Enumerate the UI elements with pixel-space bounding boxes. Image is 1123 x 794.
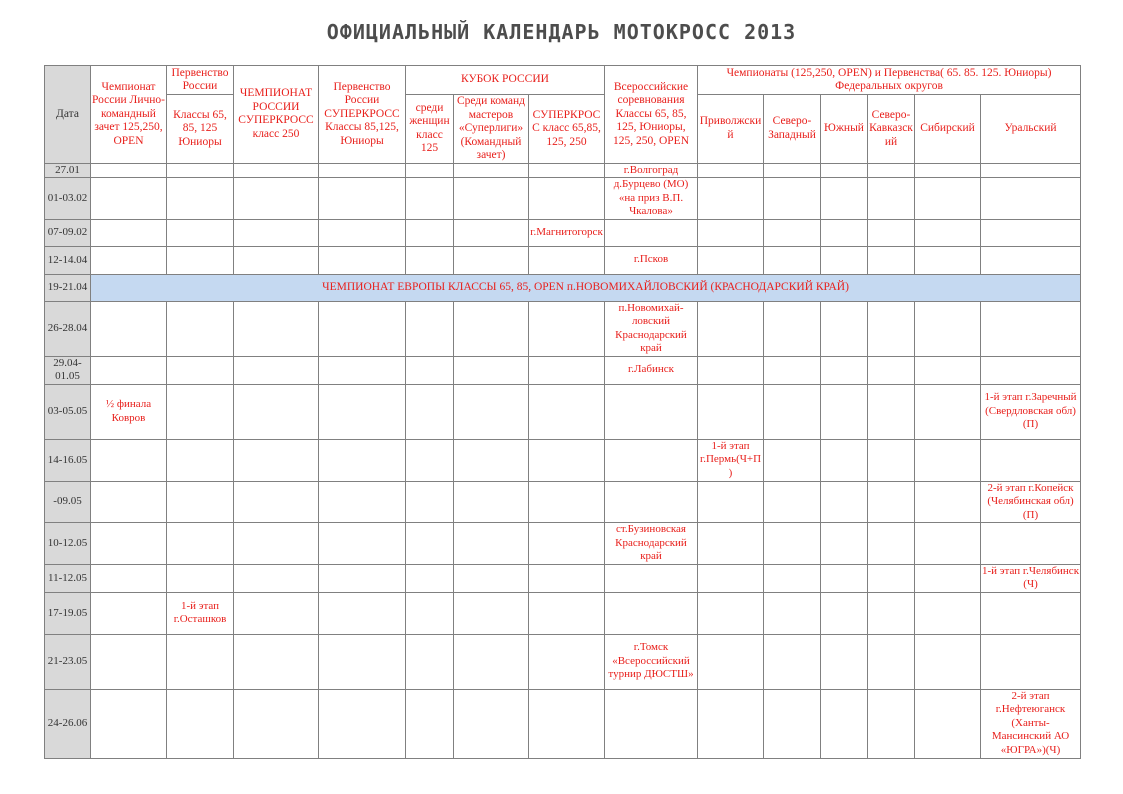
page-title: ОФИЦИАЛЬНЫЙ КАЛЕНДАРЬ МОТОКРОСС 2013 — [326, 20, 797, 44]
event-cell — [454, 439, 529, 481]
event-cell — [915, 246, 981, 274]
event-cell — [454, 634, 529, 689]
event-cell — [454, 523, 529, 565]
event-cell — [319, 689, 406, 758]
header-cup-russia: КУБОК РОССИИ — [406, 66, 605, 95]
event-cell — [698, 384, 764, 439]
event-cell: г.Лабинск — [605, 356, 698, 384]
event-cell — [821, 301, 868, 356]
event-cell — [915, 689, 981, 758]
table-row — [45, 439, 1081, 481]
event-cell: 1-й этап г.Осташков — [167, 592, 234, 634]
event-cell — [167, 219, 234, 246]
event-cell — [454, 564, 529, 592]
event-cell — [698, 301, 764, 356]
event-cell — [764, 356, 821, 384]
event-cell — [981, 356, 1081, 384]
date-cell: 19-21.04 — [45, 274, 91, 301]
calendar-table — [44, 65, 1081, 759]
event-cell: 1-й этап г.Пермь(Ч+П) — [698, 439, 764, 481]
event-cell — [406, 564, 454, 592]
event-cell — [698, 689, 764, 758]
date-cell: 21-23.05 — [45, 634, 91, 689]
header-date: Дата — [45, 66, 91, 164]
event-cell — [529, 163, 605, 178]
event-cell — [868, 163, 915, 178]
event-cell — [319, 178, 406, 220]
event-cell — [698, 523, 764, 565]
table-header — [45, 66, 1081, 164]
event-cell — [529, 689, 605, 758]
header-northwest: Северо-Западный — [764, 95, 821, 164]
event-cell — [868, 219, 915, 246]
event-cell: д.Бурцево (МО) «на приз В.П. Чкалова» — [605, 178, 698, 220]
table-row — [45, 689, 1081, 758]
event-cell — [868, 634, 915, 689]
event-cell — [234, 163, 319, 178]
event-cell — [167, 523, 234, 565]
event-cell: 2-й этап г.Копейск (Челябинская обл)(П) — [981, 481, 1081, 523]
event-cell — [981, 178, 1081, 220]
header-ural: Уральский — [981, 95, 1081, 164]
header-cup-masters: Среди команд мастеров «Суперлиги» (Командный зачет) — [454, 95, 529, 164]
event-cell — [915, 523, 981, 565]
header-privolzhsky: Приволжский — [698, 95, 764, 164]
event-cell — [821, 634, 868, 689]
event-cell — [915, 634, 981, 689]
event-cell — [698, 356, 764, 384]
event-cell — [91, 634, 167, 689]
event-cell — [454, 481, 529, 523]
header-south: Южный — [821, 95, 868, 164]
event-cell: п.Новомихай-ловский Краснодарский край — [605, 301, 698, 356]
event-cell — [868, 564, 915, 592]
event-cell — [406, 163, 454, 178]
event-cell — [821, 481, 868, 523]
event-cell — [698, 178, 764, 220]
event-cell — [454, 246, 529, 274]
event-cell — [605, 689, 698, 758]
event-cell — [764, 592, 821, 634]
event-cell: г.Волгоград — [605, 163, 698, 178]
event-cell — [821, 564, 868, 592]
header-all-russian: Всероссийские соревнования Классы 65, 85, 125, Юниоры, 125, 250, OPEN — [605, 66, 698, 164]
event-cell — [91, 523, 167, 565]
event-cell — [406, 384, 454, 439]
event-cell — [529, 634, 605, 689]
event-cell — [91, 219, 167, 246]
event-cell — [605, 219, 698, 246]
event-cell — [91, 592, 167, 634]
event-cell — [821, 384, 868, 439]
event-cell — [91, 481, 167, 523]
event-cell — [605, 439, 698, 481]
event-cell — [91, 439, 167, 481]
event-cell — [454, 592, 529, 634]
event-cell — [167, 689, 234, 758]
event-cell — [915, 481, 981, 523]
event-cell — [91, 163, 167, 178]
table-row — [45, 592, 1081, 634]
event-cell — [915, 564, 981, 592]
event-cell — [981, 219, 1081, 246]
event-cell — [454, 219, 529, 246]
event-cell — [605, 564, 698, 592]
table-row — [45, 274, 1081, 301]
event-cell: ½ финала Ковров — [91, 384, 167, 439]
event-cell — [529, 356, 605, 384]
event-cell — [319, 592, 406, 634]
event-cell — [529, 564, 605, 592]
table-row — [45, 301, 1081, 356]
event-cell — [981, 439, 1081, 481]
event-cell: г.Томск «Всероссийский турнир ДЮСТШ» — [605, 634, 698, 689]
event-cell — [821, 356, 868, 384]
event-cell — [981, 163, 1081, 178]
date-cell: 24-26.06 — [45, 689, 91, 758]
event-cell — [764, 301, 821, 356]
event-cell — [167, 384, 234, 439]
event-cell — [605, 592, 698, 634]
event-cell — [406, 592, 454, 634]
event-cell — [319, 439, 406, 481]
event-cell — [319, 384, 406, 439]
header-pervenstvo-title: Первенство России — [167, 66, 234, 95]
event-cell — [234, 592, 319, 634]
event-cell — [764, 439, 821, 481]
event-cell — [454, 301, 529, 356]
event-cell — [167, 564, 234, 592]
event-cell — [764, 384, 821, 439]
event-cell — [821, 689, 868, 758]
event-cell — [234, 246, 319, 274]
event-cell — [764, 564, 821, 592]
event-cell — [529, 523, 605, 565]
event-cell — [868, 356, 915, 384]
event-cell — [319, 634, 406, 689]
table-row — [45, 634, 1081, 689]
event-cell — [319, 219, 406, 246]
event-cell — [406, 634, 454, 689]
event-cell — [868, 178, 915, 220]
event-cell — [915, 592, 981, 634]
date-cell: 03-05.05 — [45, 384, 91, 439]
event-cell — [406, 481, 454, 523]
event-cell — [167, 301, 234, 356]
event-cell — [167, 246, 234, 274]
event-cell: 1-й этап г.Заречный (Свердловская обл)(П) — [981, 384, 1081, 439]
event-cell — [234, 523, 319, 565]
event-cell — [868, 592, 915, 634]
event-cell — [698, 481, 764, 523]
event-cell — [764, 481, 821, 523]
event-cell — [698, 219, 764, 246]
event-cell — [605, 481, 698, 523]
date-cell: 01-03.02 — [45, 178, 91, 220]
event-cell — [319, 356, 406, 384]
event-cell — [234, 384, 319, 439]
event-cell — [406, 356, 454, 384]
event-cell — [981, 301, 1081, 356]
table-row — [45, 564, 1081, 592]
event-cell — [821, 246, 868, 274]
table-row — [45, 481, 1081, 523]
event-cell — [821, 219, 868, 246]
event-cell — [319, 246, 406, 274]
event-cell — [821, 439, 868, 481]
event-cell — [91, 564, 167, 592]
event-cell — [605, 384, 698, 439]
event-cell — [234, 356, 319, 384]
event-cell — [529, 384, 605, 439]
event-cell — [868, 246, 915, 274]
event-cell — [167, 356, 234, 384]
event-cell — [868, 523, 915, 565]
header-champ-russia: Чемпионат России Лично-командный зачет 125,250, OPEN — [91, 66, 167, 164]
event-cell — [406, 689, 454, 758]
event-cell — [529, 178, 605, 220]
event-cell — [764, 163, 821, 178]
event-cell — [319, 163, 406, 178]
event-cell — [91, 301, 167, 356]
event-cell — [868, 481, 915, 523]
event-cell — [764, 689, 821, 758]
event-cell — [91, 178, 167, 220]
header-pervenstvo-classes: Классы 65, 85, 125 Юниоры — [167, 95, 234, 164]
event-cell — [406, 178, 454, 220]
event-cell — [981, 246, 1081, 274]
event-cell — [406, 301, 454, 356]
table-row — [45, 246, 1081, 274]
header-federal-districts: Чемпионаты (125,250, OPEN) и Первенства( 65. 85. 125. Юниоры) Федеральных округов — [698, 66, 1081, 95]
table-body — [45, 163, 1081, 758]
event-cell — [915, 439, 981, 481]
header-cup-supercross: СУПЕРКРОСС класс 65,85, 125, 250 — [529, 95, 605, 164]
table-row — [45, 163, 1081, 178]
event-cell — [821, 178, 868, 220]
event-cell — [821, 163, 868, 178]
event-cell — [234, 689, 319, 758]
event-cell — [319, 523, 406, 565]
event-cell — [698, 163, 764, 178]
event-cell — [91, 689, 167, 758]
date-cell: 11-12.05 — [45, 564, 91, 592]
event-cell — [915, 384, 981, 439]
event-cell — [234, 481, 319, 523]
event-cell — [821, 592, 868, 634]
date-cell: 17-19.05 — [45, 592, 91, 634]
header-cup-women: среди женщин класс 125 — [406, 95, 454, 164]
event-cell: ст.Бузиновская Краснодарский край — [605, 523, 698, 565]
date-cell: 10-12.05 — [45, 523, 91, 565]
event-cell — [406, 439, 454, 481]
event-cell — [698, 634, 764, 689]
event-cell — [868, 439, 915, 481]
event-cell — [981, 634, 1081, 689]
table-row — [45, 219, 1081, 246]
date-cell: 29.04-01.05 — [45, 356, 91, 384]
event-cell — [167, 481, 234, 523]
event-cell — [406, 219, 454, 246]
event-cell — [915, 178, 981, 220]
event-cell — [454, 163, 529, 178]
banner-cell: ЧЕМПИОНАТ ЕВРОПЫ КЛАССЫ 65, 85, OPEN п.НОВОМИХАЙЛОВСКИЙ (КРАСНОДАРСКИЙ КРАЙ) — [91, 274, 1081, 301]
event-cell — [764, 178, 821, 220]
date-cell: 26-28.04 — [45, 301, 91, 356]
event-cell — [234, 178, 319, 220]
event-cell — [915, 219, 981, 246]
event-cell — [529, 592, 605, 634]
date-cell: 14-16.05 — [45, 439, 91, 481]
event-cell: 1-й этап г.Челябинск (Ч) — [982, 564, 1080, 590]
event-cell — [234, 634, 319, 689]
event-cell — [821, 523, 868, 565]
event-cell — [915, 163, 981, 178]
event-cell — [167, 178, 234, 220]
table-row — [45, 356, 1081, 384]
event-cell — [981, 523, 1081, 565]
table-row — [45, 523, 1081, 565]
event-cell — [91, 356, 167, 384]
event-cell — [764, 634, 821, 689]
event-cell — [698, 246, 764, 274]
event-cell — [234, 219, 319, 246]
event-cell: г.Магнитогорск — [529, 219, 605, 246]
event-cell — [915, 301, 981, 356]
event-cell — [234, 301, 319, 356]
event-cell: г.Псков — [605, 246, 698, 274]
event-cell — [91, 246, 167, 274]
event-cell — [764, 219, 821, 246]
event-cell — [981, 592, 1081, 634]
header-siberian: Сибирский — [915, 95, 981, 164]
event-cell — [406, 523, 454, 565]
event-cell — [698, 564, 764, 592]
event-cell — [454, 384, 529, 439]
event-cell — [868, 689, 915, 758]
header-north-caucasus: Северо-Кавказский — [868, 95, 915, 164]
event-cell — [529, 246, 605, 274]
date-cell: 12-14.04 — [45, 246, 91, 274]
event-cell — [319, 481, 406, 523]
event-cell — [529, 301, 605, 356]
date-cell: -09.05 — [45, 481, 91, 523]
event-cell — [915, 356, 981, 384]
event-cell — [868, 384, 915, 439]
event-cell — [167, 634, 234, 689]
event-cell — [868, 301, 915, 356]
event-cell — [319, 301, 406, 356]
event-cell — [454, 689, 529, 758]
event-cell — [698, 592, 764, 634]
date-cell: 07-09.02 — [45, 219, 91, 246]
event-cell — [406, 246, 454, 274]
event-cell — [234, 564, 319, 592]
table-row — [45, 384, 1081, 439]
event-cell — [764, 523, 821, 565]
event-cell — [529, 481, 605, 523]
header-pervenstvo-supercross: Первенство России СУПЕРКРОСС Классы 85,125, Юниоры — [319, 66, 406, 164]
table-row — [45, 178, 1081, 220]
event-cell — [454, 356, 529, 384]
event-cell — [764, 246, 821, 274]
date-cell: 27.01 — [45, 163, 91, 178]
event-cell — [529, 439, 605, 481]
event-cell — [319, 564, 406, 592]
event-cell — [167, 439, 234, 481]
event-cell — [167, 163, 234, 178]
event-cell — [234, 439, 319, 481]
event-cell — [454, 178, 529, 220]
event-cell: 2-й этап г.Нефтеюганск (Ханты-Мансинский АО «ЮГРА»)(Ч) — [981, 689, 1081, 758]
header-supercross: ЧЕМПИОНАТ РОССИИ СУПЕРКРОСС класс 250 — [234, 66, 319, 164]
